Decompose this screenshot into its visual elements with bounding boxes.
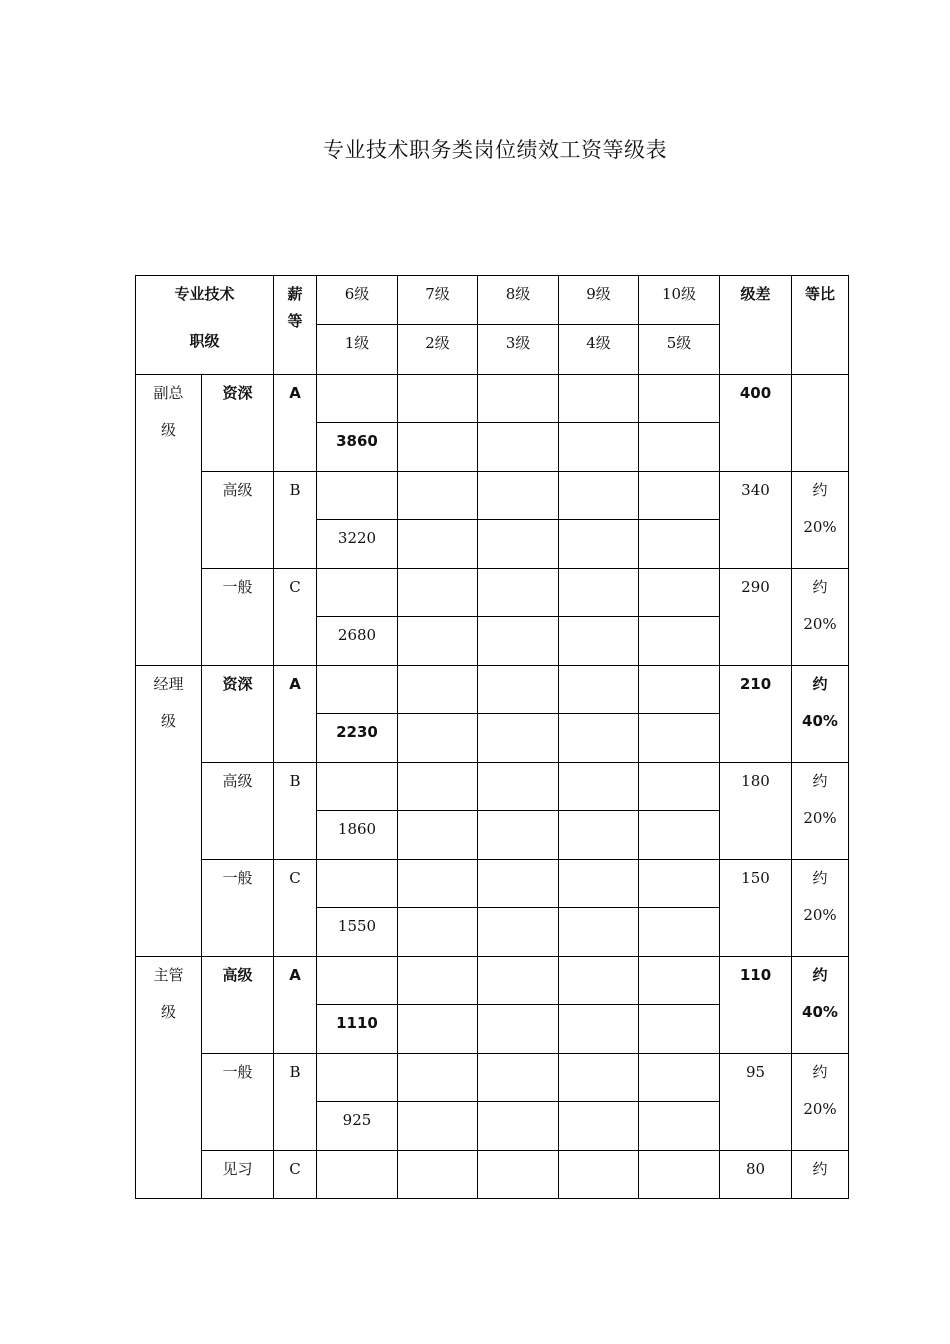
page-title: 专业技术职务类岗位绩效工资等级表 (323, 138, 667, 162)
lower-level-cell (398, 520, 478, 569)
grade-letter-cell: A (274, 957, 317, 1054)
level-header-1: 1级 (317, 325, 398, 375)
table-row (136, 569, 849, 617)
table-row (136, 763, 849, 811)
upper-level-cell (317, 666, 398, 714)
level-header-8: 8级 (478, 276, 559, 325)
rank-cell: 见习 (202, 1151, 274, 1199)
upper-level-cell (398, 763, 478, 811)
upper-level-cell (317, 472, 398, 520)
lower-level-cell (559, 811, 639, 860)
diff-header: 级差 (720, 276, 792, 375)
ratio-cell (792, 860, 849, 957)
upper-level-cell (639, 569, 720, 617)
upper-level-cell (478, 375, 559, 423)
grade-letter-cell: B (274, 763, 317, 860)
upper-level-cell (398, 1151, 478, 1199)
base-salary-cell: 2680 (317, 617, 398, 666)
upper-level-cell (478, 763, 559, 811)
ratio-cell (792, 472, 849, 569)
ratio-line1: 约 (812, 1063, 828, 1081)
group-name-cell (136, 666, 202, 957)
grade-letter-cell: C (274, 860, 317, 957)
ratio-cell (792, 763, 849, 860)
ratio-cell (792, 569, 849, 666)
level-header-2: 2级 (398, 325, 478, 375)
lower-level-cell (639, 714, 720, 763)
salary-grade-header-line1: 薪 (287, 285, 303, 303)
lower-level-cell (478, 1005, 559, 1054)
lower-level-cell (478, 423, 559, 472)
upper-level-cell (639, 1151, 720, 1199)
rank-cell: 一般 (202, 1054, 274, 1151)
lower-level-cell (398, 811, 478, 860)
upper-level-cell (398, 1054, 478, 1102)
table-row (136, 472, 849, 520)
lower-level-cell (559, 1102, 639, 1151)
group-name-line1: 副总 (153, 384, 184, 402)
table-row (136, 375, 849, 423)
upper-level-cell (398, 375, 478, 423)
upper-level-cell (639, 763, 720, 811)
category-header-line2: 职级 (189, 332, 220, 350)
ratio-line1: 约 (812, 772, 828, 790)
upper-level-cell (478, 957, 559, 1005)
level-header-10: 10级 (639, 276, 720, 325)
lower-level-cell (478, 520, 559, 569)
upper-level-cell (639, 472, 720, 520)
diff-cell: 180 (720, 763, 792, 860)
upper-level-cell (478, 569, 559, 617)
upper-level-cell (559, 472, 639, 520)
ratio-cell (792, 1054, 849, 1151)
upper-level-cell (398, 569, 478, 617)
lower-level-cell (478, 617, 559, 666)
lower-level-cell (559, 714, 639, 763)
ratio-cell (792, 666, 849, 763)
lower-level-cell (559, 1005, 639, 1054)
lower-level-cell (398, 908, 478, 957)
ratio-line2: 20% (803, 1100, 837, 1118)
level-header-7: 7级 (398, 276, 478, 325)
group-name-line2: 级 (160, 712, 176, 730)
salary-grade-header-line2: 等 (287, 312, 303, 330)
grade-letter-cell: B (274, 1054, 317, 1151)
lower-level-cell (478, 714, 559, 763)
ratio-line1: 约 (812, 869, 828, 887)
base-salary-cell: 1860 (317, 811, 398, 860)
upper-level-cell (559, 375, 639, 423)
grade-letter-cell: C (274, 569, 317, 666)
base-salary-cell: 3220 (317, 520, 398, 569)
rank-cell: 高级 (202, 472, 274, 569)
ratio-header: 等比 (792, 276, 849, 375)
lower-level-cell (398, 617, 478, 666)
ratio-line1: 约 (812, 481, 828, 499)
salary-grade-table (135, 275, 849, 1199)
group-name-line1: 主管 (153, 966, 184, 984)
upper-level-cell (478, 1054, 559, 1102)
lower-level-cell (398, 714, 478, 763)
level-header-3: 3级 (478, 325, 559, 375)
ratio-line1: 约 (812, 966, 828, 984)
upper-level-cell (559, 569, 639, 617)
lower-level-cell (639, 811, 720, 860)
table-row (136, 1054, 849, 1102)
base-salary-cell: 2230 (317, 714, 398, 763)
upper-level-cell (559, 763, 639, 811)
upper-level-cell (559, 860, 639, 908)
grade-letter-cell: C (274, 1151, 317, 1199)
group-name-cell (136, 375, 202, 666)
level-header-4: 4级 (559, 325, 639, 375)
ratio-line1: 约 (812, 675, 828, 693)
ratio-line2: 40% (802, 1003, 838, 1021)
lower-level-cell (639, 617, 720, 666)
group-name-cell (136, 957, 202, 1199)
table-row (136, 957, 849, 1005)
upper-level-cell (317, 1054, 398, 1102)
upper-level-cell (317, 957, 398, 1005)
lower-level-cell (478, 908, 559, 957)
grade-letter-cell: A (274, 666, 317, 763)
salary-grade-header (274, 276, 317, 375)
upper-level-cell (639, 666, 720, 714)
diff-cell: 80 (720, 1151, 792, 1199)
ratio-line1: 约 (812, 578, 828, 596)
table-row (136, 860, 849, 908)
diff-cell: 400 (720, 375, 792, 472)
upper-level-cell (639, 375, 720, 423)
diff-cell: 290 (720, 569, 792, 666)
group-name-line1: 经理 (153, 675, 184, 693)
grade-letter-cell: B (274, 472, 317, 569)
lower-level-cell (639, 908, 720, 957)
rank-cell: 资深 (202, 666, 274, 763)
upper-level-cell (398, 666, 478, 714)
ratio-cell (792, 957, 849, 1054)
upper-level-cell (639, 957, 720, 1005)
upper-level-cell (639, 1054, 720, 1102)
lower-level-cell (639, 1005, 720, 1054)
level-header-5: 5级 (639, 325, 720, 375)
lower-level-cell (639, 423, 720, 472)
lower-level-cell (639, 1102, 720, 1151)
upper-level-cell (478, 472, 559, 520)
upper-level-cell (559, 1151, 639, 1199)
lower-level-cell (398, 1005, 478, 1054)
level-header-6: 6级 (317, 276, 398, 325)
upper-level-cell (398, 860, 478, 908)
rank-cell: 一般 (202, 860, 274, 957)
lower-level-cell (478, 811, 559, 860)
rank-cell: 高级 (202, 763, 274, 860)
upper-level-cell (478, 860, 559, 908)
upper-level-cell (398, 957, 478, 1005)
lower-level-cell (559, 520, 639, 569)
diff-cell: 150 (720, 860, 792, 957)
lower-level-cell (559, 617, 639, 666)
diff-cell: 210 (720, 666, 792, 763)
diff-cell: 110 (720, 957, 792, 1054)
ratio-cell (792, 375, 849, 472)
lower-level-cell (398, 423, 478, 472)
ratio-line2: 40% (802, 712, 838, 730)
lower-level-cell (398, 1102, 478, 1151)
rank-cell: 资深 (202, 375, 274, 472)
base-salary-cell: 3860 (317, 423, 398, 472)
group-name-line2: 级 (160, 421, 176, 439)
upper-level-cell (559, 1054, 639, 1102)
lower-level-cell (559, 423, 639, 472)
table-row (136, 1151, 849, 1199)
ratio-line2: 20% (803, 615, 837, 633)
upper-level-cell (317, 860, 398, 908)
lower-level-cell (639, 520, 720, 569)
upper-level-cell (317, 1151, 398, 1199)
rank-cell: 高级 (202, 957, 274, 1054)
upper-level-cell (559, 957, 639, 1005)
rank-cell: 一般 (202, 569, 274, 666)
upper-level-cell (639, 860, 720, 908)
group-name-line2: 级 (160, 1003, 176, 1021)
ratio-line2: 20% (803, 809, 837, 827)
upper-level-cell (317, 569, 398, 617)
grade-letter-cell: A (274, 375, 317, 472)
upper-level-cell (398, 472, 478, 520)
category-header-line1: 专业技术 (174, 285, 235, 303)
diff-cell: 95 (720, 1054, 792, 1151)
upper-level-cell (478, 1151, 559, 1199)
ratio-line1: 约 (812, 1160, 828, 1178)
upper-level-cell (317, 763, 398, 811)
lower-level-cell (478, 1102, 559, 1151)
category-header (136, 276, 274, 375)
base-salary-cell: 1550 (317, 908, 398, 957)
ratio-cell (792, 1151, 849, 1199)
base-salary-cell: 1110 (317, 1005, 398, 1054)
level-header-9: 9级 (559, 276, 639, 325)
ratio-line2: 20% (803, 906, 837, 924)
upper-level-cell (559, 666, 639, 714)
base-salary-cell: 925 (317, 1102, 398, 1151)
diff-cell: 340 (720, 472, 792, 569)
upper-level-cell (478, 666, 559, 714)
upper-level-cell (317, 375, 398, 423)
ratio-line2: 20% (803, 518, 837, 536)
lower-level-cell (559, 908, 639, 957)
table-row (136, 666, 849, 714)
